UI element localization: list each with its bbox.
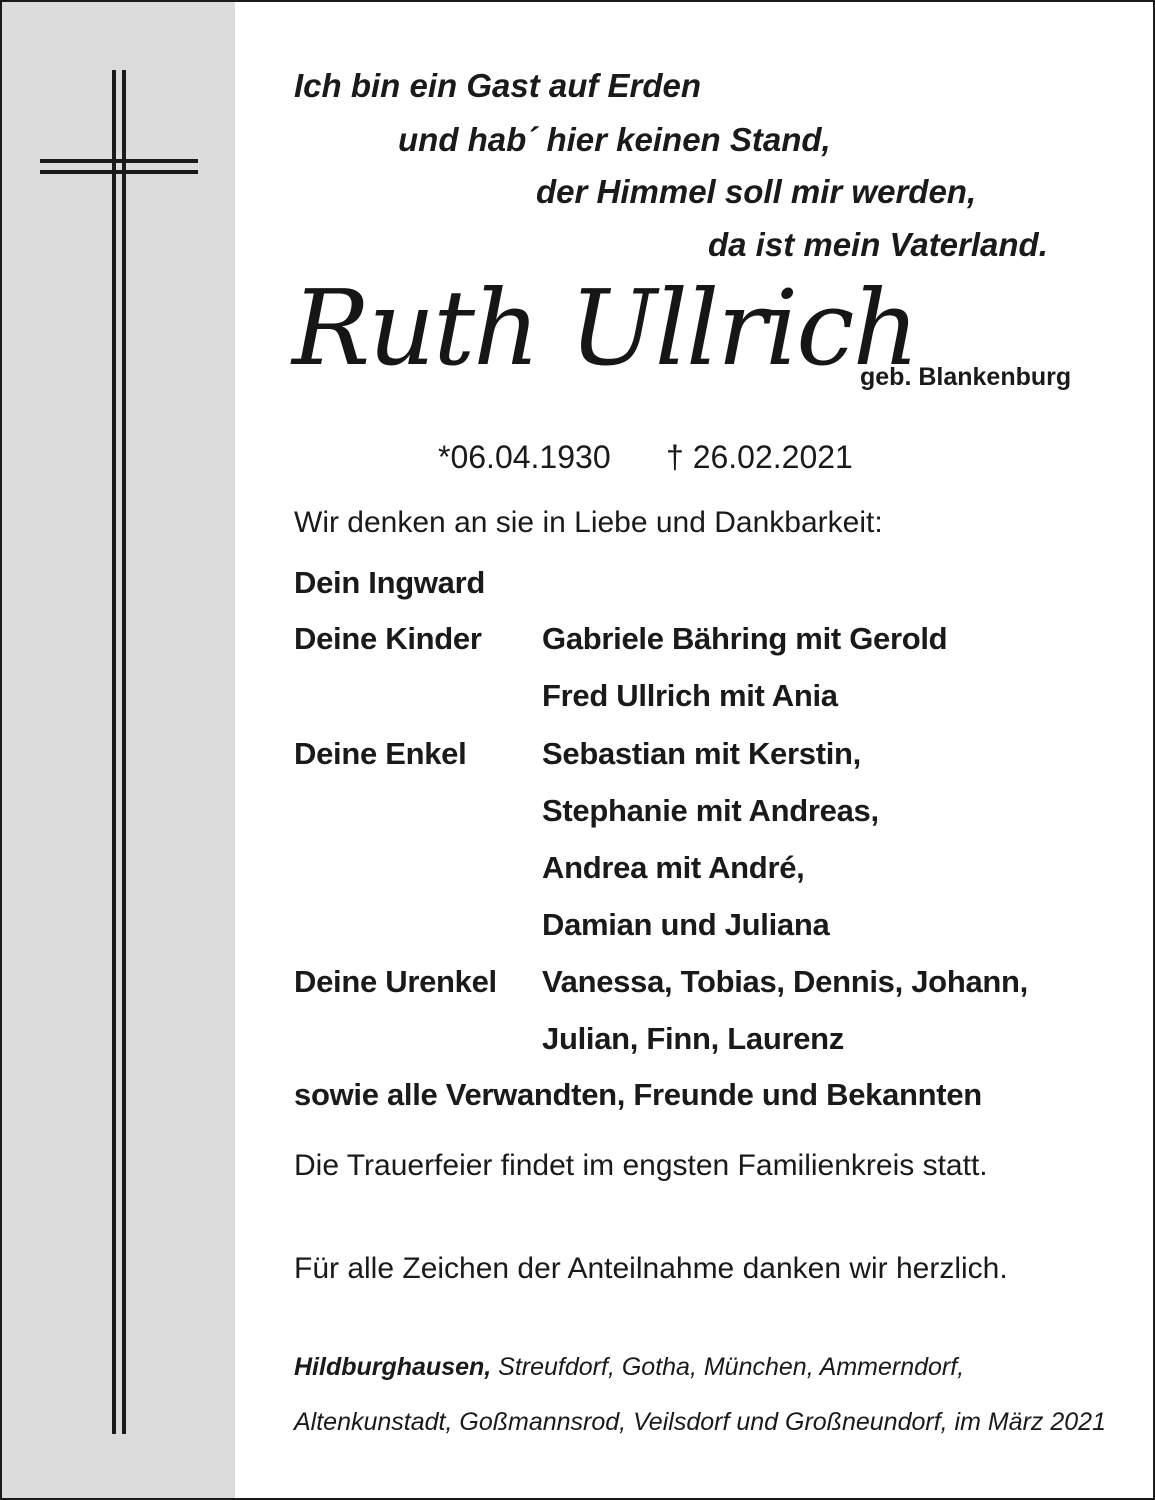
list-item: Julian, Finn, Laurenz (542, 1021, 845, 1056)
list-item: Andrea mit André, (542, 850, 805, 885)
poem-line-1: Ich bin ein Gast auf Erden (294, 67, 702, 104)
list-item: Damian und Juliana (542, 907, 830, 942)
intro-text: Wir denken an sie in Liebe und Dankbarkeit: (294, 506, 883, 539)
poem-line-2: und hab´ hier keinen Stand, (398, 121, 831, 158)
funeral-note: Die Trauerfeier findet im engsten Familienkreis statt. (294, 1149, 988, 1182)
partner-name: Dein Ingward (294, 565, 486, 600)
great-grandchildren-label: Deine Urenkel (294, 964, 497, 999)
places-rest: Streufdorf, Gotha, München, Ammerndorf, (491, 1353, 965, 1381)
death-date: † 26.02.2021 (666, 439, 853, 475)
thanks-text: Für alle Zeichen der Anteilnahme danken wir herzlich. (294, 1252, 1008, 1285)
birth-date: *06.04.1930 (438, 439, 611, 475)
grandchildren-label: Deine Enkel (294, 736, 467, 771)
poem-line-4: da ist mein Vaterland. (708, 226, 1048, 263)
poem-line-3: der Himmel soll mir werden, (536, 173, 977, 210)
other-mourners: sowie alle Verwandten, Freunde und Bekannten (294, 1077, 982, 1112)
list-item: Gabriele Bähring mit Gerold (542, 621, 948, 656)
places-line-1 (294, 1353, 964, 1382)
maiden-name: geb. Blankenburg (860, 363, 1072, 391)
list-item: Vanessa, Tobias, Dennis, Johann, (542, 964, 1028, 999)
deceased-name: Ruth Ullrich (292, 267, 918, 389)
children-label: Deine Kinder (294, 621, 482, 656)
list-item: Sebastian mit Kerstin, (542, 736, 861, 771)
list-item: Stephanie mit Andreas, (542, 793, 879, 828)
main-place: Hildburghausen, (294, 1353, 492, 1381)
list-item: Fred Ullrich mit Ania (542, 678, 838, 713)
cross-icon (2, 2, 235, 1498)
places-line-2: Altenkunstadt, Goßmannsrod, Veilsdorf und Großneundorf, im März 2021 (294, 1408, 1106, 1436)
